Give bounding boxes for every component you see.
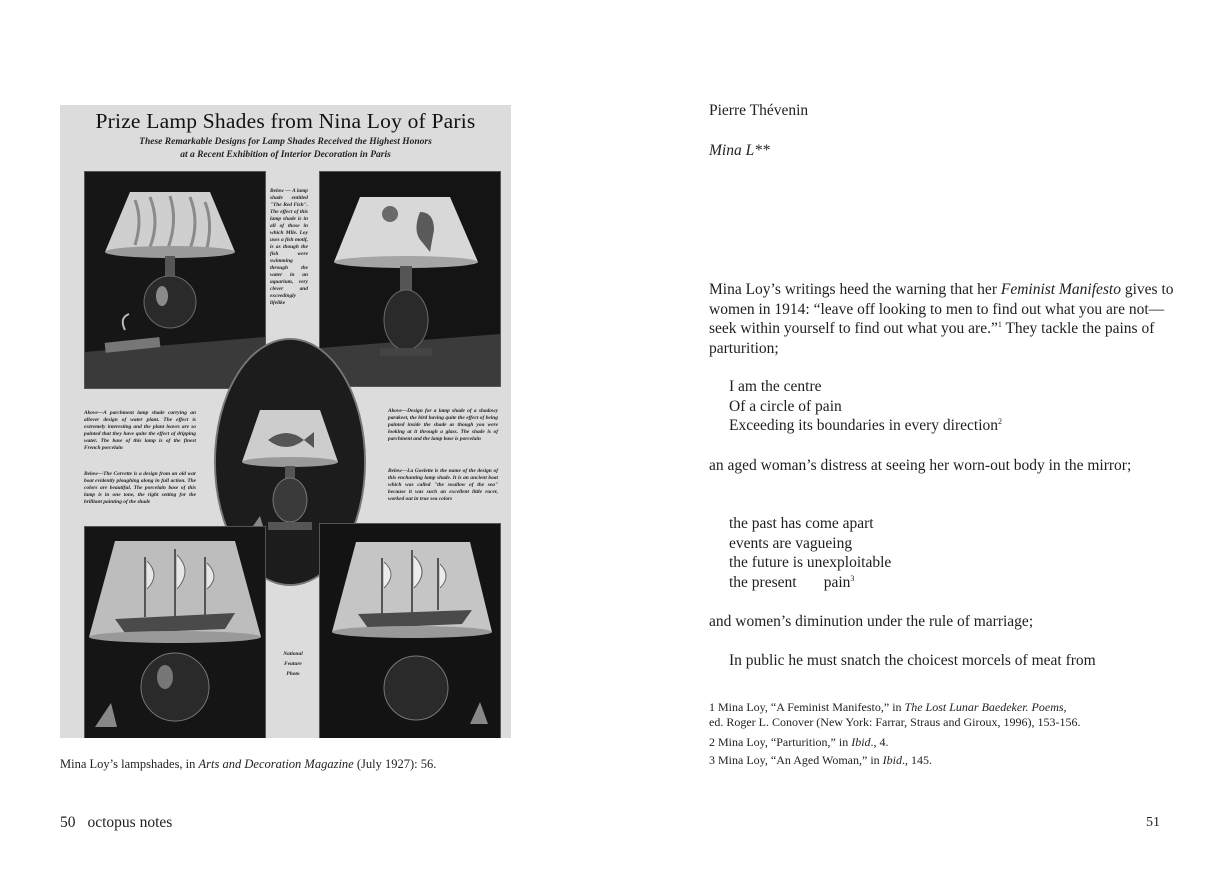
paragraph-2: an aged woman’s distress at seeing her worn-out body in the mirror; (709, 457, 1132, 474)
manifesto-title: Feminist Manifesto (1000, 281, 1121, 298)
verse-line-text: the present pain (729, 573, 851, 591)
footnote-number: 3 (709, 753, 715, 767)
verse-line: the future is unexploitable (729, 554, 892, 571)
lamp-photo-illustration (320, 524, 500, 738)
photo-lamp-corvette (84, 526, 266, 738)
magazine-title: Prize Lamp Shades from Nina Loy of Paris (95, 109, 476, 133)
magazine-reproduction (60, 105, 511, 738)
footnote-text: ed. Roger L. Conover (New York: Farrar, Straus and Giroux, 1996), 153-156. (709, 715, 1081, 729)
photo-credit (278, 651, 308, 678)
footnote-ref-3: 3 (850, 573, 855, 583)
article-author: Pierre Thévenin (709, 102, 809, 119)
footnote-2 (709, 735, 1179, 750)
caption-parakeet: Above—Design for a lamp shade of a shadowy parakeet, the bird having quite the effect of being painted inside the shade as though you were looking at it through a glass. The shade is of parchment and the lamp base is porcelain (388, 408, 498, 442)
paragraph-1 (709, 280, 1179, 358)
figure-caption-text: Mina Loy’s lampshades, in (60, 757, 199, 771)
footnote-ibid: Ibid (851, 735, 871, 749)
page-number-left: 50 (60, 814, 76, 831)
footnote-text: Mina Loy, “A Feminist Manifesto,” in (715, 700, 905, 714)
running-title: octopus notes (87, 814, 173, 831)
verse-line-text: Exceeding its boundaries in every direction (729, 417, 999, 434)
figure-caption-magazine-name: Arts and Decoration Magazine (198, 757, 354, 771)
paragraph-1-text-c: They tackle the pains of parturition; (709, 320, 1155, 357)
verse-line: I am the centre (729, 378, 822, 395)
magazine-subtitle-line-1: These Remarkable Designs for Lamp Shades Received the Highest Honors (139, 137, 432, 147)
photo-lamp-parakeet (319, 171, 501, 387)
paragraph-1-text-b: gives to women in 1914: “leave off looking to men to find out what you are not—seek within yourself to find out what you are.” (709, 281, 1174, 337)
verse-line: Of a circle of pain (729, 397, 842, 415)
verse-line (729, 573, 1179, 593)
verse-aged-woman (729, 514, 1179, 592)
lamp-photo-illustration (85, 172, 265, 388)
folio-left (60, 814, 172, 832)
lamp-photo-illustration (85, 527, 265, 738)
article-title: Mina L** (709, 142, 770, 159)
caption-red-fish: Below — A lamp shade entitled "The Red Fish". The effect of this lamp shade is in all of those in which Mlle. Loy uses a fish motif, is as though the fish were swimming through the water in an aquarium, very clever and exceedingly lifelike (270, 188, 308, 306)
footnote-text: Mina Loy, “An Aged Woman,” in (715, 753, 883, 767)
photo-lamp-water-plant (84, 171, 266, 389)
right-page (610, 0, 1220, 874)
photo-credit-line-1: National (283, 651, 303, 657)
lamp-photo-illustration (320, 172, 500, 386)
verse-marriage (729, 651, 1179, 671)
footnote-book-title: The Lost Lunar Baedeker. Poems, (904, 700, 1067, 714)
footnote-3 (709, 753, 1179, 768)
verse-line (729, 416, 1179, 436)
photo-credit-line-2: Feature (284, 661, 302, 667)
magazine-subtitle (100, 136, 471, 162)
footnote-number: 2 (709, 735, 715, 749)
caption-corvette: Below—The Corvette is a design from an old war boat evidently ploughing along in full action. The colors are beautiful. The porcelain base of this lamp is in one tone, the right setting for the brilliant painting of the shade (84, 471, 196, 505)
magazine-subtitle-line-2: at a Recent Exhibition of Interior Decoration in Paris (180, 150, 391, 160)
footnote-text: ., 145. (902, 753, 933, 767)
page-number-right: 51 (1146, 815, 1160, 830)
footnote-text: Mina Loy, “Parturition,” in (715, 735, 852, 749)
verse-line: the past has come apart (729, 515, 874, 532)
footnote-ref-1: 1 (997, 319, 1002, 329)
verse-line: events are vagueing (729, 534, 853, 552)
footnote-text: ., 4. (870, 735, 889, 749)
figure-caption (60, 757, 436, 772)
verse-parturition (729, 377, 1179, 436)
paragraph-3: and women’s diminution under the rule of marriage; (709, 613, 1034, 630)
footnote-ref-2: 2 (998, 416, 1003, 426)
photo-credit-line-3: Photo (286, 671, 300, 677)
footnote-number: 1 (709, 700, 715, 714)
caption-goelette: Below—La Goelette is the name of the design of this enchanting lamp shade. It is an ancient boat which was called "the swallow of the sea" because it was such an excellent little racer, worked out in true sea colors (388, 468, 498, 502)
caption-parchment: Above—A parchment lamp shade carrying an allover design of water plant. The effect is extremely interesting and the plant leaves are so painted that they have quite the effect of dripping water. The base of this lamp is of the finest French porcelain (84, 410, 196, 451)
figure-caption-date: (July 1927): 56. (353, 757, 437, 771)
photo-lamp-goelette (319, 523, 501, 738)
footnote-ibid: Ibid (882, 753, 903, 767)
verse-line: In public he must snatch the choicest morcels of meat from (729, 652, 1096, 669)
paragraph-1-text-a: Mina Loy’s writings heed the warning that her (709, 281, 1001, 298)
footnote-1 (709, 700, 1179, 730)
